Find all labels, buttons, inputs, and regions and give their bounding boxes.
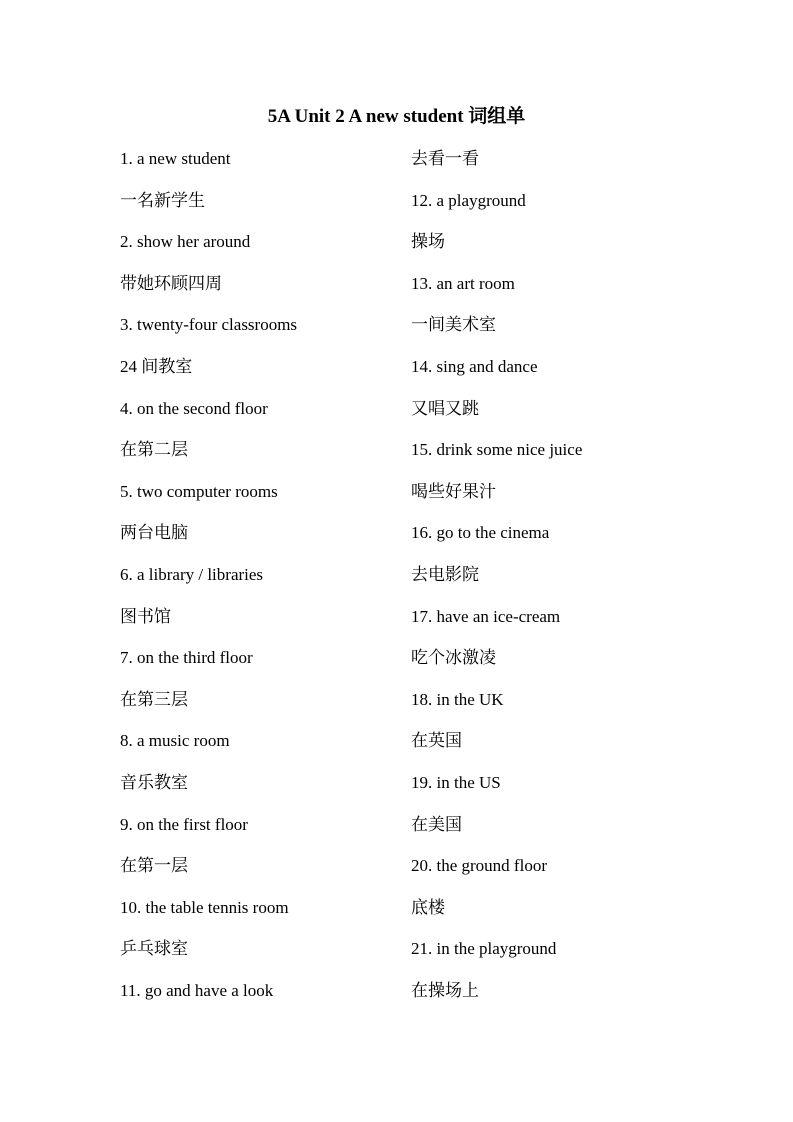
phrase-line: 14. sing and dance [411, 356, 538, 376]
phrase-line: 在第二层 [120, 440, 188, 460]
phrase-line: 12. a playground [411, 190, 526, 210]
phrase-line: 图书馆 [120, 606, 171, 626]
phrase-line: 10. the table tennis room [120, 897, 289, 917]
phrase-line: 在英国 [411, 731, 462, 751]
phrase-line: 在操场上 [411, 980, 479, 1000]
phrase-line: 音乐教室 [120, 772, 188, 792]
phrase-line: 9. on the first floor [120, 814, 248, 834]
phrase-line: 5. two computer rooms [120, 481, 278, 501]
phrase-line: 底楼 [411, 897, 445, 917]
page-title: 5A Unit 2 A new student 词组单 [267, 106, 526, 127]
phrase-line: 1. a new student [120, 149, 231, 168]
phrase-line: 在第一层 [120, 856, 188, 876]
phrase-line: 19. in the US [411, 772, 501, 792]
phrase-columns [120, 145, 680, 1015]
right-column [411, 145, 691, 1018]
phrase-line: 7. on the third floor [120, 648, 253, 668]
phrase-line: 带她环顾四周 [120, 273, 222, 293]
phrase-line: 8. a music room [120, 731, 230, 751]
phrase-line: 11. go and have a look [120, 980, 274, 1000]
phrase-line: 喝些好果汁 [411, 481, 496, 501]
phrase-line: 4. on the second floor [120, 398, 268, 418]
phrase-line: 又唱又跳 [411, 398, 479, 418]
phrase-line: 乒乓球室 [120, 939, 188, 959]
phrase-line: 13. an art room [411, 273, 515, 293]
phrase-line: 18. in the UK [411, 689, 504, 709]
phrase-line: 2. show her around [120, 232, 251, 252]
phrase-line: 操场 [411, 232, 445, 252]
phrase-line: 20. the ground floor [411, 856, 547, 876]
phrase-line: 一间美术室 [411, 315, 496, 335]
phrase-line: 24 间教室 [120, 356, 193, 376]
phrase-line: 在第三层 [120, 689, 188, 709]
phrase-line: 一名新学生 [120, 190, 205, 210]
phrase-line: 3. twenty-four classrooms [120, 315, 298, 335]
left-column [120, 145, 405, 1018]
phrase-line: 21. in the playground [411, 939, 557, 959]
phrase-line: 去看一看 [411, 149, 479, 168]
phrase-line: 16. go to the cinema [411, 523, 550, 543]
phrase-line: 6. a library / libraries [120, 564, 264, 584]
phrase-line: 两台电脑 [120, 523, 188, 543]
phrase-line: 在美国 [411, 814, 462, 834]
phrase-line: 17. have an ice-cream [411, 606, 561, 626]
phrase-line: 吃个冰激凌 [411, 648, 496, 668]
phrase-line: 15. drink some nice juice [411, 440, 583, 460]
phrase-line: 去电影院 [411, 564, 479, 584]
